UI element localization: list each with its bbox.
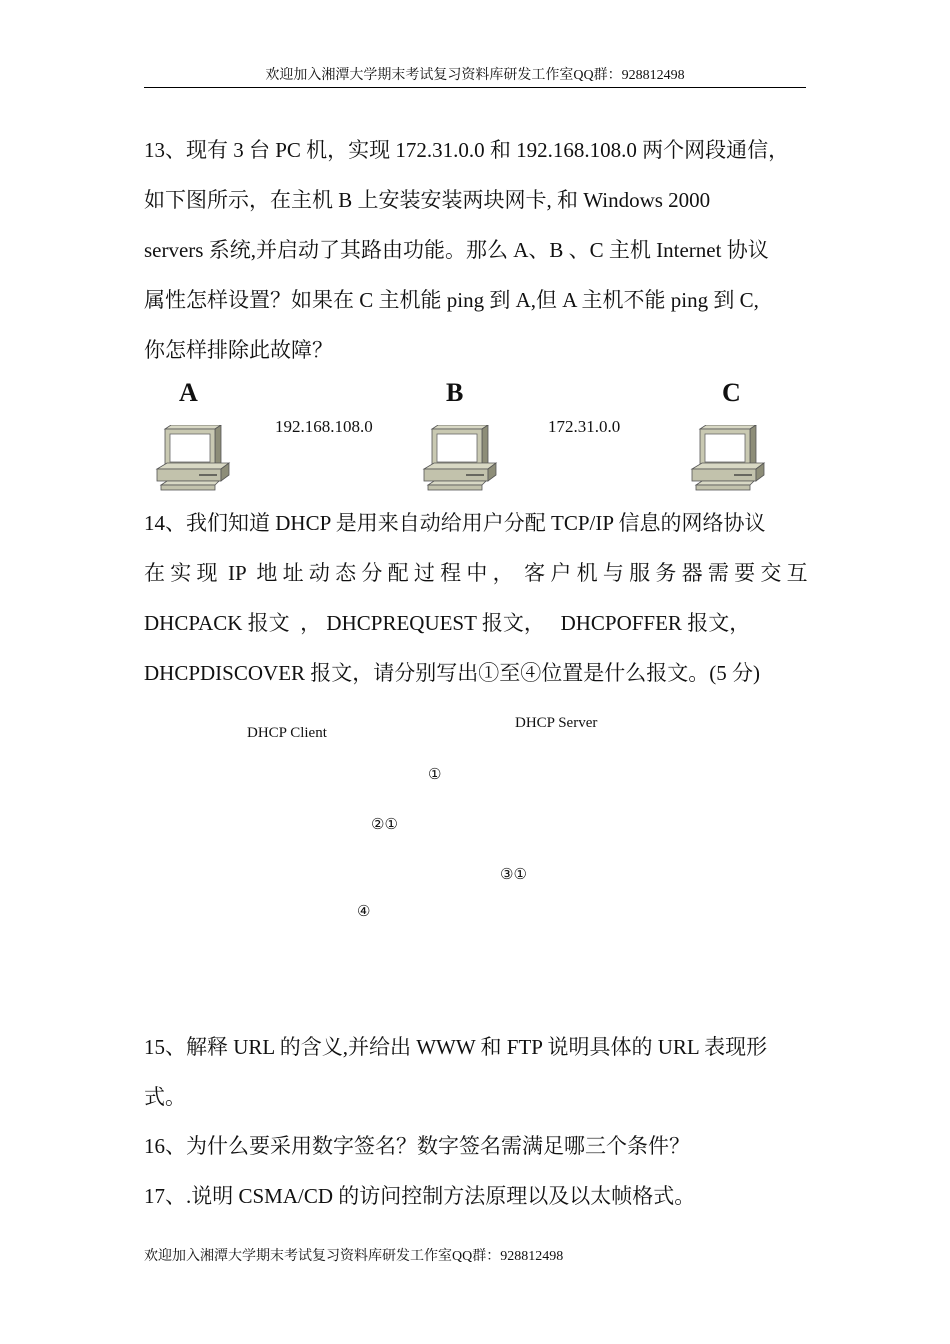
host-c-label: C [722, 378, 741, 407]
question-16: 16、为什么要采用数字签名？数字签名需满足哪三个条件？ [144, 1134, 690, 1158]
marker-3: ③① [500, 867, 527, 883]
marker-2: ②① [371, 817, 398, 833]
q13-line: servers 系统,并启动了其路由功能。那么 A、B 、C 主机 Internet 协议 [144, 238, 769, 262]
marker-4: ④ [357, 904, 371, 920]
page-footer: 欢迎加入湘潭大学期末考试复习资料库研发工作室QQ群：928812498 [144, 1249, 564, 1264]
dhcp-client-label: DHCP Client [247, 725, 327, 741]
q13-line: 13、现有 3 台 PC 机，实现 172.31.0.0 和 192.168.108.0 两个网段通信， [144, 138, 790, 162]
page-header: 欢迎加入湘潭大学期末考试复习资料库研发工作室QQ群：928812498 [265, 68, 685, 83]
q14-line: DHCPACK 报文 ， DHCPREQUEST 报文， DHCPOFFER 报文， [144, 611, 751, 635]
q14-line: DHCPDISCOVER 报文，请分别写出①至④位置是什么报文。(5 分) [144, 661, 761, 685]
q13-line: 如下图所示，在主机 B 上安装安装两块网卡, 和 Windows 2000 [144, 188, 711, 212]
pc-icon [422, 425, 502, 491]
q13-line: 属性怎样设置？如果在 C 主机能 ping 到 A,但 A 主机不能 ping 到 C, [144, 288, 759, 312]
q15-line: 式。 [144, 1085, 186, 1109]
dhcp-server-label: DHCP Server [515, 715, 598, 731]
network-label-2: 172.31.0.0 [548, 417, 621, 436]
pc-icon [690, 425, 770, 491]
marker-1: ① [428, 767, 442, 783]
network-label-1: 192.168.108.0 [275, 417, 373, 436]
pc-icon [155, 425, 235, 491]
q14-line: 在 实 现 IP 地 址 动 态 分 配 过 程 中 ， 客 户 机 与 服 务 器 需 要 交 互 [144, 561, 808, 585]
question-17: 17、.说明 CSMA/CD 的访问控制方法原理以及以太帧格式。 [144, 1184, 696, 1208]
host-b-label: B [446, 378, 464, 407]
host-a-label: A [179, 378, 198, 407]
q14-line: 14、我们知道 DHCP 是用来自动给用户分配 TCP/IP 信息的网络协议 [144, 511, 766, 535]
q15-line: 15、解释 URL 的含义,并给出 WWW 和 FTP 说明具体的 URL 表现形 [144, 1035, 768, 1059]
q13-line: 你怎样排除此故障？ [144, 338, 333, 362]
header-divider [144, 87, 806, 88]
